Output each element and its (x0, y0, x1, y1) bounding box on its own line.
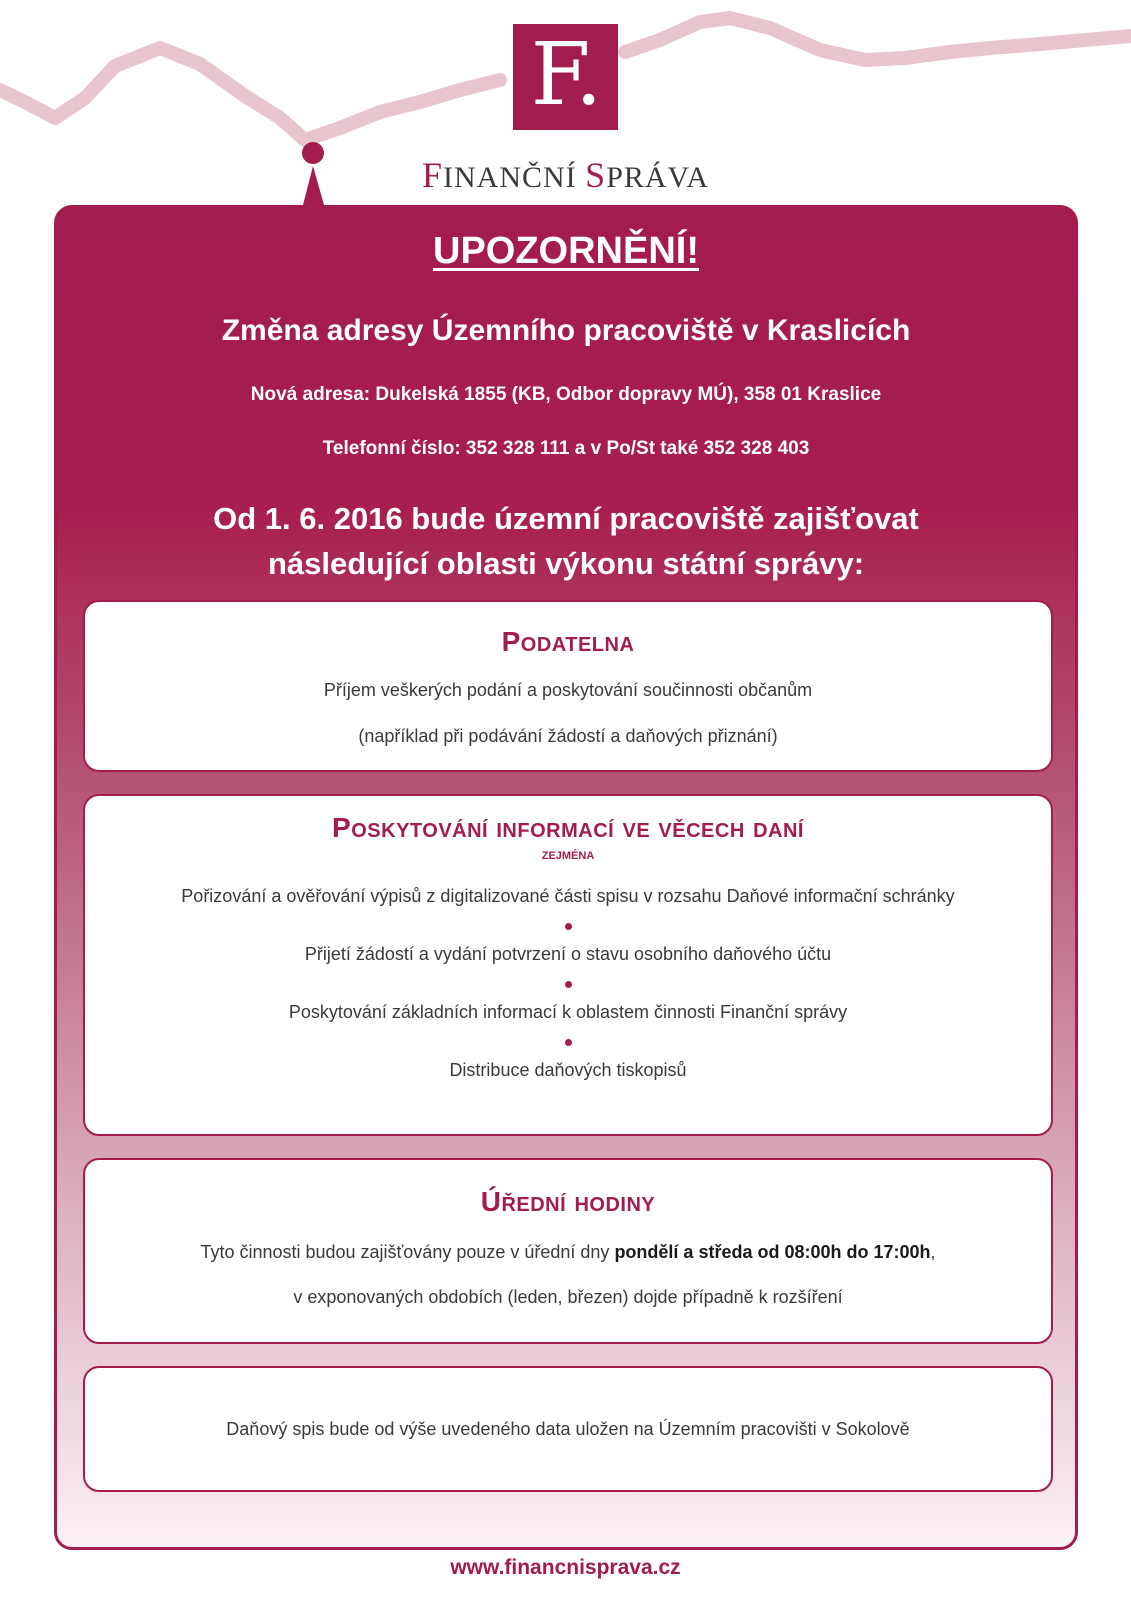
logo-name-initial-f: F (421, 155, 443, 195)
headline: UPOZORNĚNÍ! (433, 230, 699, 272)
notice-panel (54, 205, 1078, 1550)
list-item: Přijetí žádostí a vydání potvrzení o stavu osobního daňového účtu (304, 944, 832, 964)
logo-letter: F. (530, 25, 601, 125)
logo (513, 24, 618, 130)
card-line: v exponovaných obdobích (leden, březen) dojde případně k rozšíření (293, 1287, 843, 1307)
card-danovy-spis (83, 1366, 1053, 1492)
subtitle: Změna adresy Územního pracoviště v Kraslicích (221, 314, 911, 347)
card-informace (83, 794, 1053, 1136)
list-item: Distribuce daňových tiskopisů (449, 1060, 687, 1080)
bullet-icon (565, 981, 572, 988)
card-title: Podatelna (501, 626, 635, 657)
website-link[interactable]: www.financnisprava.cz (450, 1556, 681, 1579)
lead-line-1: Od 1. 6. 2016 bude územní pracoviště zajišťovat (213, 501, 919, 536)
logo-name (0, 154, 1131, 196)
list-item: Pořizování a ověřování výpisů z digitalizované části spisu v rozsahu Daňové informační schránky (181, 886, 955, 906)
card-podatelna (83, 600, 1053, 772)
card-line: Daňový spis bude od výše uvedeného data uložen na Územním pracovišti v Sokolově (226, 1418, 910, 1439)
new-address: Nová adresa: Dukelská 1855 (KB, Odbor dopravy MÚ), 358 01 Kraslice (250, 384, 882, 405)
card-line: Příjem veškerých podání a poskytování součinnosti občanům (323, 680, 813, 700)
hours-intro: Tyto činnosti budou zajišťovány pouze v úřední dny (200, 1242, 615, 1262)
bullet-icon (565, 1039, 572, 1046)
card-subtitle: zejména (541, 846, 595, 863)
bullet-icon (565, 923, 572, 930)
logo-name-initial-s: S (585, 155, 607, 195)
list-item: Poskytování základních informací k oblastem činnosti Finanční správy (288, 1002, 848, 1022)
phone-number: Telefonní číslo: 352 328 111 a v Po/St také 352 328 403 (322, 438, 810, 459)
card-title: Poskytování informací ve věcech daní (332, 812, 804, 843)
card-title: Úřední hodiny (480, 1186, 656, 1217)
logo-name-part-2: PRÁVA (606, 161, 710, 194)
hours-comma: , (930, 1242, 936, 1262)
card-uredni-hodiny (83, 1158, 1053, 1344)
logo-name-part-1: INANČNÍ (443, 161, 586, 194)
card-line (85, 1242, 1051, 1263)
card-line: (například při podávání žádostí a daňových přiznání) (358, 726, 778, 746)
hours-days: pondělí a středa od 08:00h do 17:00h (614, 1242, 931, 1262)
lead-line-2: následující oblasti výkonu státní správy: (267, 546, 865, 581)
lead-text (57, 496, 1075, 586)
